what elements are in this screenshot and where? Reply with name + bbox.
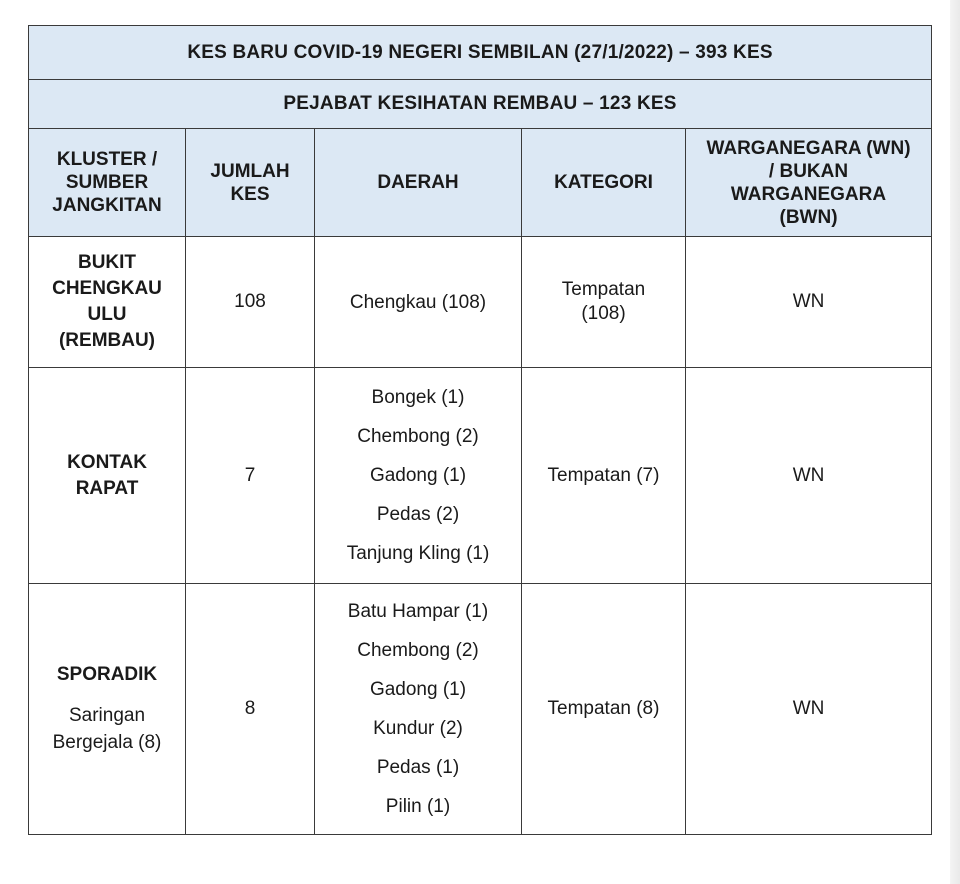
cell-kluster — [29, 237, 186, 368]
daerah-item: Chembong (2) — [357, 426, 479, 447]
kategori-label: Tempatan (108) — [561, 279, 646, 324]
daerah-item: Tanjung Kling (1) — [346, 543, 490, 564]
covid-cases-table — [28, 25, 932, 835]
table-subtitle: PEJABAT KESIHATAN REMBAU – 123 KES — [29, 80, 932, 129]
header-daerah-label: DAERAH — [377, 172, 459, 193]
header-kategori-label: KATEGORI — [554, 172, 653, 193]
cell-kluster — [29, 368, 186, 584]
header-warganegara — [686, 129, 932, 237]
header-kategori — [522, 129, 686, 237]
daerah-item: Pedas (2) — [376, 504, 460, 525]
header-kluster — [29, 129, 186, 237]
daerah-list — [319, 283, 517, 322]
cell-jumlah: 108 — [186, 237, 315, 368]
table-row — [29, 368, 932, 584]
subtitle-row — [29, 80, 932, 129]
header-daerah — [315, 129, 522, 237]
title-row — [29, 26, 932, 80]
daerah-item: Kundur (2) — [373, 718, 463, 739]
cluster-name: BUKIT CHENGKAU ULU (REMBAU) — [52, 252, 162, 351]
daerah-item: Gadong (1) — [369, 465, 467, 486]
cell-kategori — [522, 237, 686, 368]
daerah-item: Chengkau (108) — [349, 291, 487, 313]
cell-wn: WN — [686, 584, 932, 835]
cell-daerah — [315, 237, 522, 368]
column-header-row — [29, 129, 932, 237]
daerah-item: Gadong (1) — [369, 679, 467, 700]
header-jumlah-label: JUMLAH KES — [210, 160, 290, 205]
cell-jumlah: 7 — [186, 368, 315, 584]
daerah-item: Batu Hampar (1) — [347, 601, 489, 622]
daerah-list — [319, 378, 517, 573]
cell-daerah — [315, 368, 522, 584]
cell-kluster — [29, 584, 186, 835]
cluster-subtext: Saringan Bergejala (8) — [52, 705, 162, 753]
table-row — [29, 237, 932, 368]
cluster-name: KONTAK RAPAT — [67, 451, 147, 499]
daerah-item: Bongek (1) — [371, 387, 465, 408]
cluster-name: SPORADIK — [56, 664, 158, 685]
kategori-label: Tempatan (8) — [547, 698, 660, 719]
daerah-item: Pilin (1) — [385, 796, 451, 817]
header-warganegara-label: WARGANEGARA (WN) / BUKAN WARGANEGARA (BWN) — [706, 137, 911, 228]
kategori-label: Tempatan (7) — [547, 464, 660, 486]
cell-wn: WN — [686, 237, 932, 368]
header-jumlah — [186, 129, 315, 237]
daerah-item: Chembong (2) — [357, 640, 479, 661]
daerah-list — [319, 592, 517, 826]
table-row — [29, 584, 932, 835]
daerah-item: Pedas (1) — [376, 757, 460, 778]
cell-daerah — [315, 584, 522, 835]
cell-kategori — [522, 584, 686, 835]
cell-wn: WN — [686, 368, 932, 584]
cell-jumlah: 8 — [186, 584, 315, 835]
cell-kategori — [522, 368, 686, 584]
table-title: KES BARU COVID-19 NEGERI SEMBILAN (27/1/2022) – 393 KES — [29, 26, 932, 80]
header-kluster-label: KLUSTER / SUMBER JANGKITAN — [52, 149, 162, 216]
page-edge — [950, 0, 960, 884]
